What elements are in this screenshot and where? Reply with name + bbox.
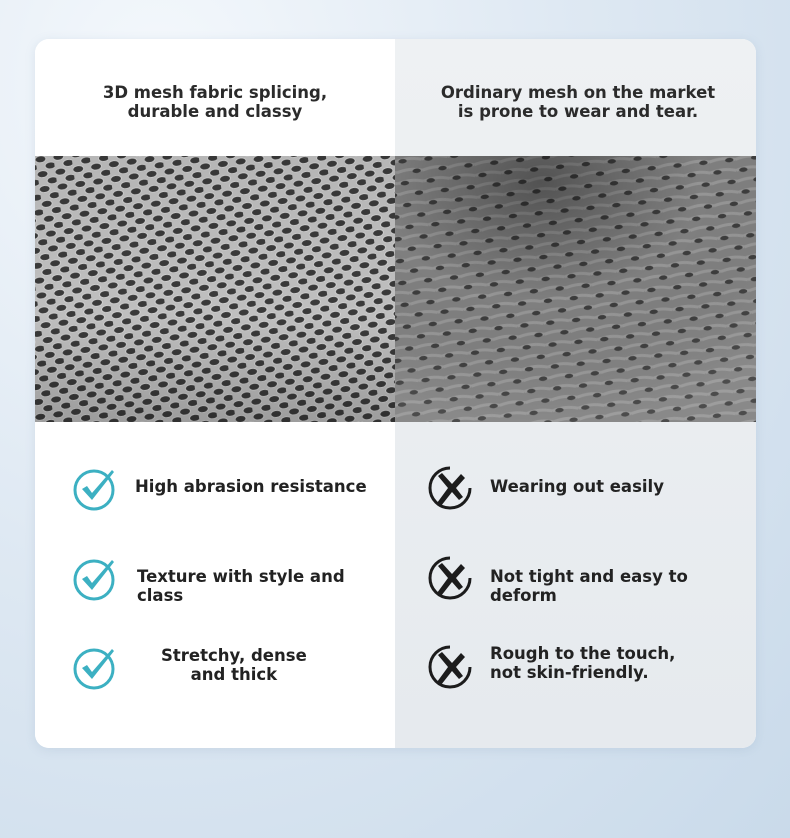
check-icon [72, 554, 120, 602]
cross-icon [426, 643, 474, 691]
feature-label: Stretchy, dense and thick [161, 646, 307, 684]
feature-label: Rough to the touch, not skin-friendly. [490, 644, 676, 682]
premium-mesh-heading: 3D mesh fabric splicing, durable and classy [102, 83, 328, 121]
feature-label: Not tight and easy to deform [490, 567, 688, 605]
check-icon [72, 643, 120, 691]
feature-label: Wearing out easily [490, 477, 664, 496]
feature-item [395, 637, 756, 697]
feature-item [35, 548, 395, 608]
feature-label: Texture with style and class [137, 567, 345, 605]
feature-item [395, 548, 756, 608]
feature-item [395, 458, 756, 518]
cross-icon [426, 464, 474, 512]
3d-mesh-fabric-image [35, 156, 395, 422]
ordinary-mesh-column [395, 39, 756, 748]
ordinary-mesh-heading: Ordinary mesh on the market is prone to wear and tear. [440, 83, 716, 121]
comparison-card [35, 39, 756, 748]
check-icon [72, 464, 120, 512]
ordinary-mesh-fabric-image [395, 156, 756, 422]
premium-mesh-column [35, 39, 395, 748]
feature-item [35, 458, 395, 518]
cross-icon [426, 554, 474, 602]
feature-label: High abrasion resistance [135, 477, 367, 496]
feature-item [35, 637, 395, 697]
